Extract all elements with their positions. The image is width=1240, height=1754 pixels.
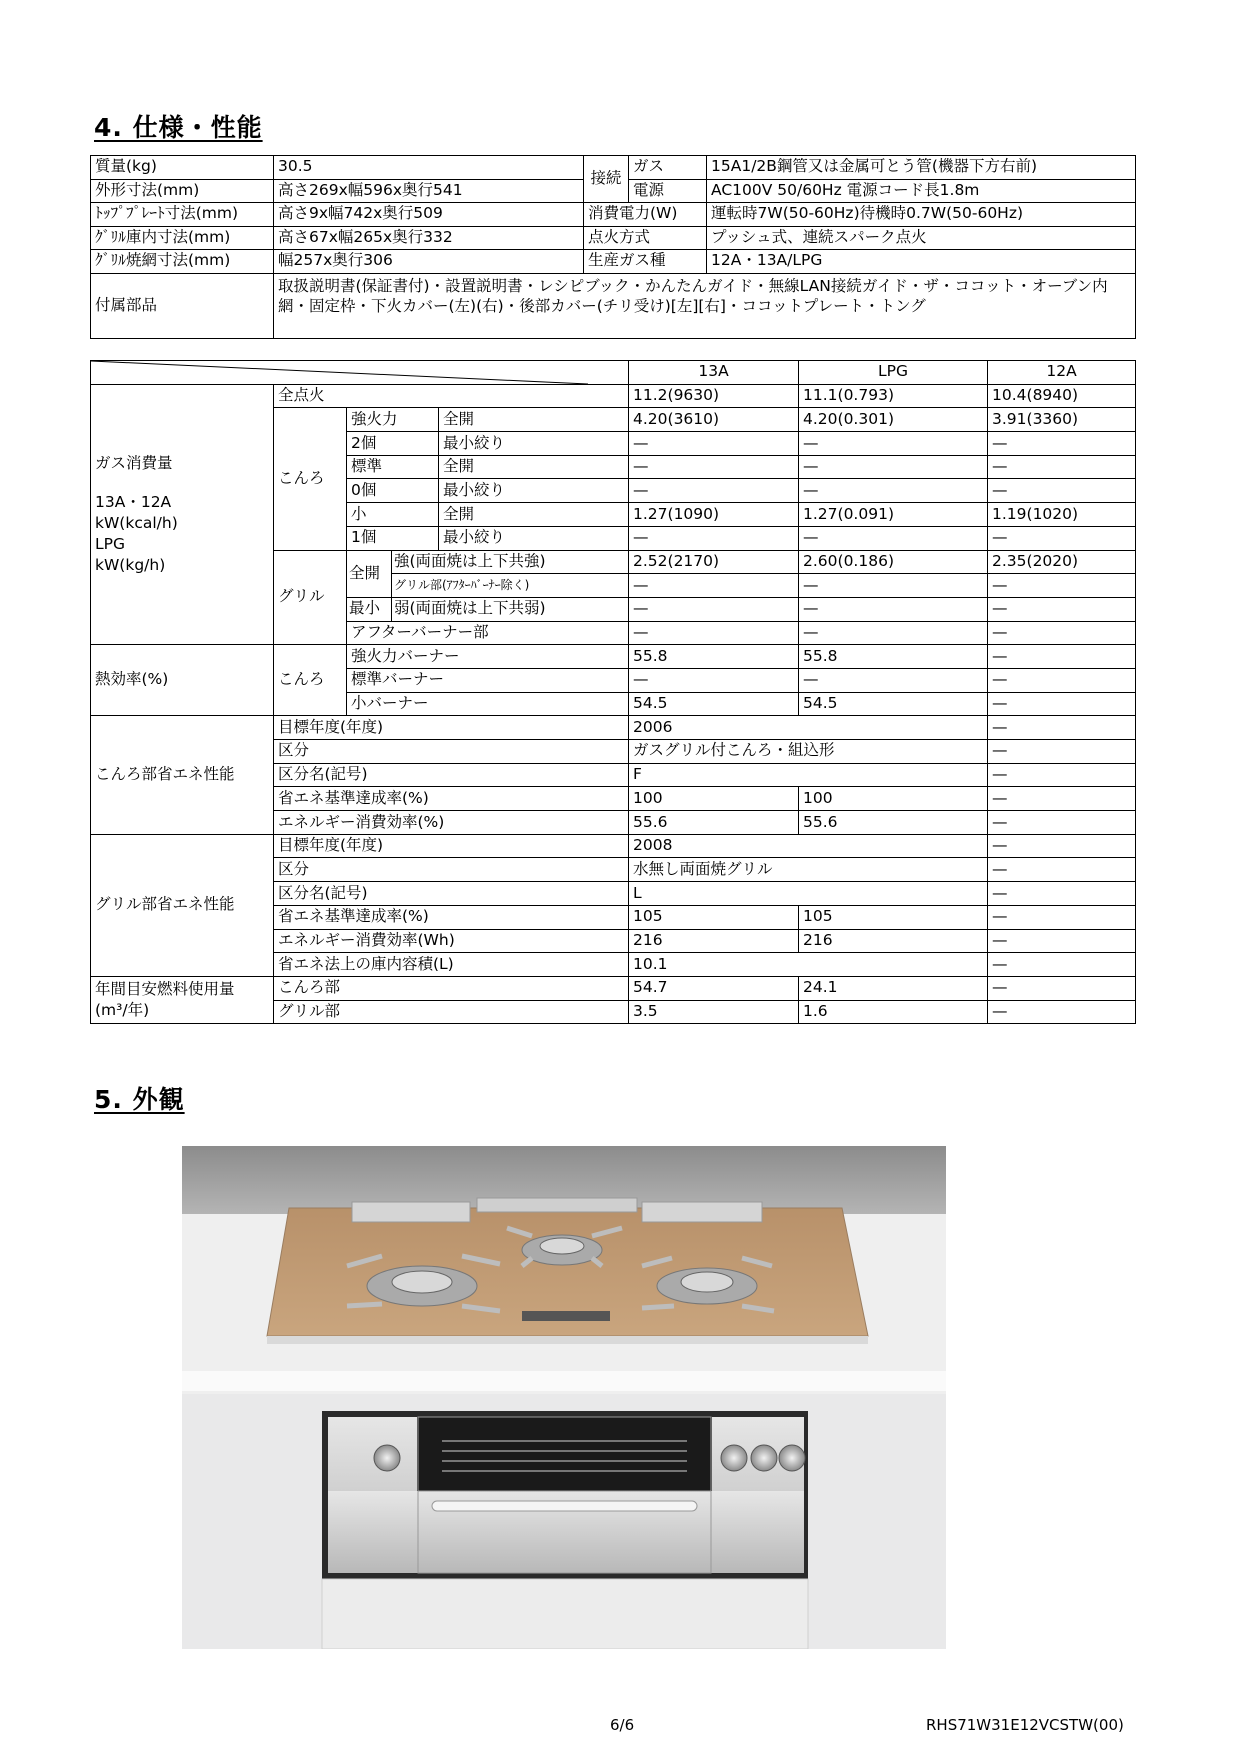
col-12a: 12A [988,361,1136,385]
accessories-value: 取扱説明書(保証書付)・設置説明書・レシピブック・かんたんガイド・無線LAN接続ガイド・ザ・ココット・オーブン内網・固定枠・下火カバー(左)(右)・後部カバー(チリ受け)[左][右]・ココットプレート・トング [274,273,1136,338]
annual-title: 年間目安燃料使用量 [95,980,235,999]
dash: — [988,740,1136,764]
outer-value: 高さ269x幅596x奥行541 [274,179,584,203]
strong-label: 強火力 [347,408,439,432]
dash: — [799,574,988,598]
g-eff-lpg: 216 [799,929,988,953]
page-number: 6/6 [610,1716,635,1734]
dash: — [988,905,1136,929]
k-achieve-13a: 100 [629,787,799,811]
eff-small-label: 小バーナー [347,692,629,716]
grill-strong-13a: 2.52(2170) [629,550,799,574]
a-konro-lpg: 24.1 [799,976,988,1000]
dash: — [988,953,1136,977]
mass-label: 質量(kg) [91,156,274,180]
small-count: 1個 [347,526,439,550]
dash: — [988,432,1136,456]
dash: — [988,455,1136,479]
small-full-label: 全開 [439,503,629,527]
g-target-year-value: 2008 [629,834,988,858]
dash: — [988,976,1136,1000]
product-photo [182,1146,946,1649]
dash: — [629,432,799,456]
unit-kgh: kW(kg/h) [95,555,166,574]
dash: — [988,811,1136,835]
g-eff-13a: 216 [629,929,799,953]
g-catname-label: 区分名(記号) [274,882,629,906]
g-category-label: 区分 [274,858,629,882]
eff-small-13a: 54.5 [629,692,799,716]
dash: — [629,574,799,598]
k-eff-13a: 55.6 [629,811,799,835]
g-achieve-label: 省エネ基準達成率(%) [274,905,629,929]
strong-full-label: 全開 [439,408,629,432]
eff-strong-label: 強火力バーナー [347,645,629,669]
accessories-label: 付属部品 [91,273,274,338]
annual-unit: (m³/年) [95,1001,150,1020]
dash: — [988,668,1136,692]
unit-kcal: kW(kcal/h) [95,514,178,532]
strong-full-lpg: 4.20(0.301) [799,408,988,432]
annual-label [91,976,274,1023]
dash: — [988,929,1136,953]
small-full-13a: 1.27(1090) [629,503,799,527]
dash: — [988,716,1136,740]
g-catname-value: L [629,882,988,906]
all-on-12a: 10.4(8940) [988,384,1136,408]
eff-standard-label: 標準バーナー [347,668,629,692]
top-label: ﾄｯﾌﾟﾌﾟﾚｰﾄ寸法(mm) [91,203,274,227]
top-value: 高さ9x幅742x奥行509 [274,203,584,227]
eff-strong-lpg: 55.8 [799,645,988,669]
dash: — [988,597,1136,621]
dash: — [799,526,988,550]
gas-label: ガス [629,156,707,180]
a-konro-label: こんろ部 [274,976,629,1000]
gas-value: 15A1/2B鋼管又は金属可とう管(機器下方右前) [707,156,1136,180]
dash: — [799,455,988,479]
grill-weak-label: 弱(両面焼は上下共弱) [392,597,629,621]
consumption-value: 運転時7W(50-60Hz)待機時0.7W(50-60Hz) [707,203,1136,227]
dash: — [988,526,1136,550]
g-volume-value: 10.1 [629,953,988,977]
g-achieve-lpg: 105 [799,905,988,929]
k-achieve-lpg: 100 [799,787,988,811]
dash: — [988,479,1136,503]
strong-count: 2個 [347,432,439,456]
outer-label: 外形寸法(mm) [91,179,274,203]
document-code: RHS71W31E12VCSTW(00) [926,1716,1124,1734]
dash: — [988,882,1136,906]
k-eff-label: エネルギー消費効率(%) [274,811,629,835]
col-13a: 13A [629,361,799,385]
standard-count: 0個 [347,479,439,503]
all-on-13a: 11.2(9630) [629,384,799,408]
small-label: 小 [347,503,439,527]
gas-consumption-title: ガス消費量 [95,454,173,473]
eff-small-lpg: 54.5 [799,692,988,716]
mass-value: 30.5 [274,156,584,180]
dash: — [799,668,988,692]
unit-lpg: LPG [95,534,125,553]
standard-label: 標準 [347,455,439,479]
a-grill-13a: 3.5 [629,1000,799,1024]
grill-energy-label: グリル部省エネ性能 [91,834,274,976]
dash: — [629,526,799,550]
dash: — [988,645,1136,669]
ignition-label: 点火方式 [584,226,707,250]
k-target-year-label: 目標年度(年度) [274,716,629,740]
all-on-lpg: 11.1(0.793) [799,384,988,408]
dash: — [988,574,1136,598]
dash: — [629,479,799,503]
section-title-spec: 4. 仕様・性能 [94,113,263,142]
strong-full-13a: 4.20(3610) [629,408,799,432]
connection-label: 接続 [584,156,629,203]
col-lpg: LPG [799,361,988,385]
after-burner-label: アフターバーナー部 [347,621,629,645]
dash: — [988,621,1136,645]
grill-inner-label: ｸﾞﾘﾙ庫内寸法(mm) [91,226,274,250]
production-gas-label: 生産ガス種 [584,250,707,274]
a-konro-13a: 54.7 [629,976,799,1000]
dash: — [799,597,988,621]
dash: — [988,858,1136,882]
g-target-year-label: 目標年度(年度) [274,834,629,858]
grill-net-value: 幅257x奥行306 [274,250,584,274]
small-full-lpg: 1.27(0.091) [799,503,988,527]
dash: — [988,1000,1136,1024]
grill-strong-label: 強(両面焼は上下共強) [392,550,629,574]
dash: — [799,432,988,456]
dash: — [629,668,799,692]
k-target-year-value: 2006 [629,716,988,740]
gas-consumption-label [91,384,274,645]
grill-min-label: 最小 [347,597,392,621]
power-label: 電源 [629,179,707,203]
g-volume-label: 省エネ法上の庫内容積(L) [274,953,629,977]
dash: — [988,692,1136,716]
g-achieve-13a: 105 [629,905,799,929]
k-achieve-label: 省エネ基準達成率(%) [274,787,629,811]
dash: — [629,621,799,645]
standard-min-label: 最小絞り [439,479,629,503]
ignition-value: プッシュ式、連続スパーク点火 [707,226,1136,250]
dash: — [629,455,799,479]
dash: — [988,763,1136,787]
k-category-label: 区分 [274,740,629,764]
efficiency-konro-label: こんろ [274,645,347,716]
standard-full-label: 全開 [439,455,629,479]
small-min-label: 最小絞り [439,526,629,550]
performance-table [90,360,1136,1024]
grill-strong-12a: 2.35(2020) [988,550,1136,574]
strong-full-12a: 3.91(3360) [988,408,1136,432]
grill-label: グリル [274,550,347,645]
small-full-12a: 1.19(1020) [988,503,1136,527]
g-eff-label: エネルギー消費効率(Wh) [274,929,629,953]
grill-part-label: グリル部(ｱﾌﾀｰﾊﾞｰﾅｰ除く) [392,574,629,598]
k-catname-label: 区分名(記号) [274,763,629,787]
grill-net-label: ｸﾞﾘﾙ焼網寸法(mm) [91,250,274,274]
dash: — [799,621,988,645]
power-value: AC100V 50/60Hz 電源コード長1.8m [707,179,1136,203]
konro-energy-label: こんろ部省エネ性能 [91,716,274,834]
strong-min-label: 最小絞り [439,432,629,456]
grill-strong-lpg: 2.60(0.186) [799,550,988,574]
unit-13a-12a: 13A・12A [95,493,172,512]
grill-full-label: 全開 [347,550,392,597]
dash: — [629,597,799,621]
a-grill-label: グリル部 [274,1000,629,1024]
efficiency-label: 熱効率(%) [91,645,274,716]
all-on-label: 全点火 [274,384,629,408]
dash: — [988,834,1136,858]
dash: — [988,787,1136,811]
grill-inner-value: 高さ67x幅265x奥行332 [274,226,584,250]
consumption-label: 消費電力(W) [584,203,707,227]
dash: — [799,479,988,503]
eff-strong-13a: 55.8 [629,645,799,669]
g-category-value: 水無し両面焼グリル [629,858,988,882]
production-gas-value: 12A・13A/LPG [707,250,1136,274]
a-grill-lpg: 1.6 [799,1000,988,1024]
konro-label: こんろ [274,408,347,550]
k-category-value: ガスグリル付こんろ・組込形 [629,740,988,764]
header-diagonal-cell [91,361,629,385]
diagonal-line [91,361,588,384]
spec-table [90,155,1136,339]
section-title-exterior: 5. 外観 [94,1085,185,1114]
k-catname-value: F [629,763,988,787]
k-eff-lpg: 55.6 [799,811,988,835]
